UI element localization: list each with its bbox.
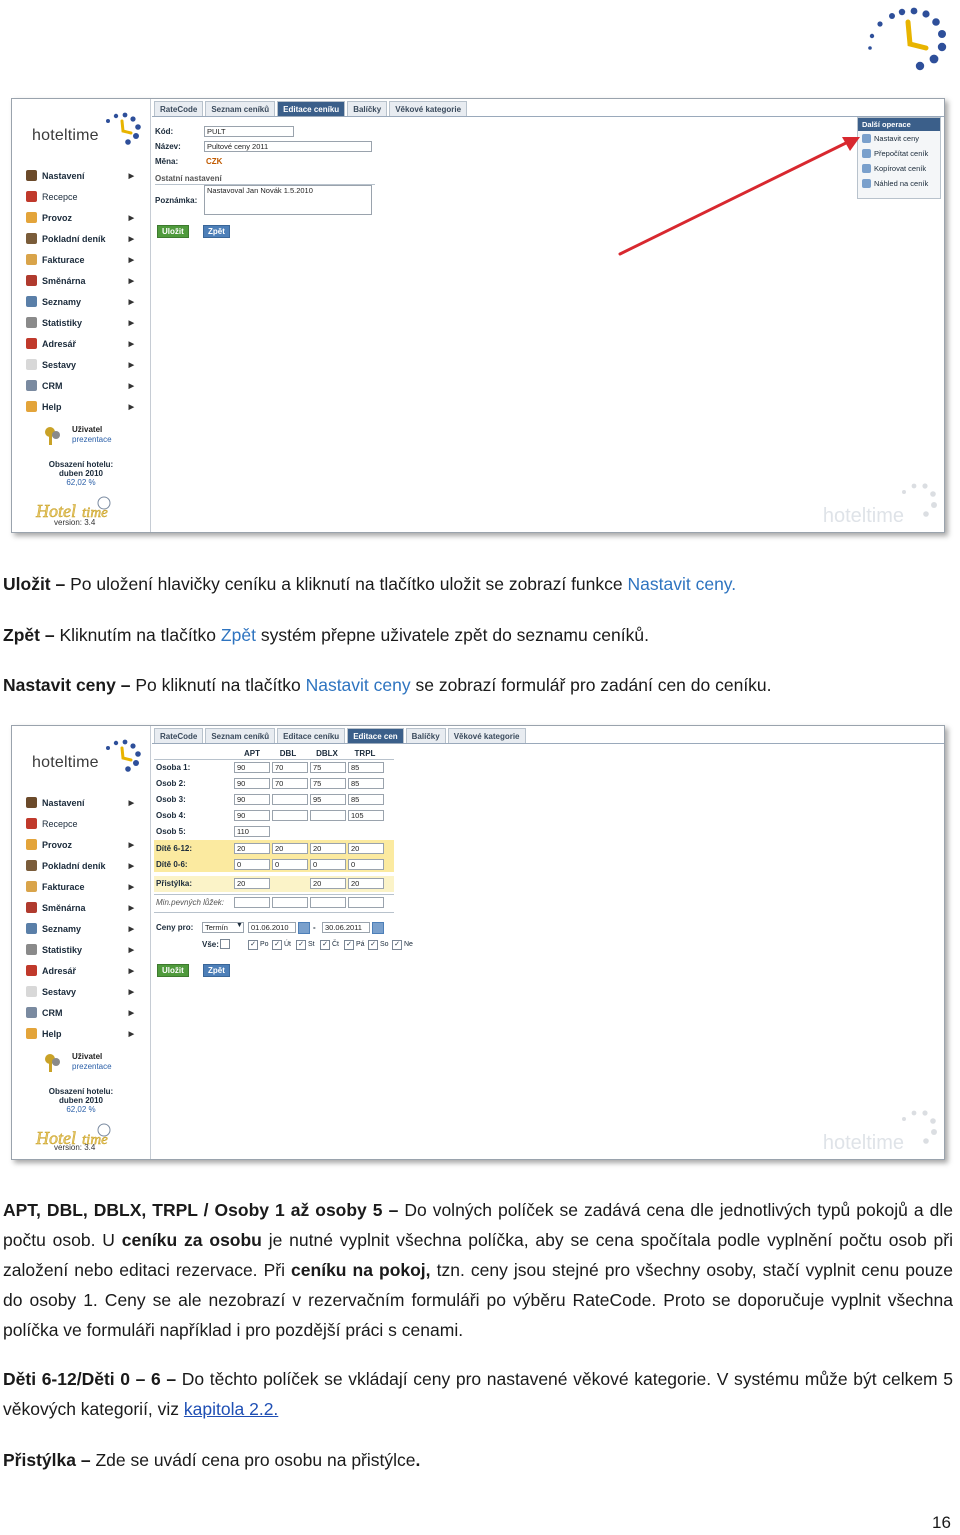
- mena-label: Měna:: [155, 157, 179, 166]
- day-label: Po: [260, 941, 269, 948]
- arrow-right-icon: ▶: [128, 319, 134, 327]
- price-input[interactable]: 0: [348, 859, 384, 870]
- operations-icon: [26, 839, 37, 850]
- menu-item-statistiky[interactable]: Statistiky ▶: [26, 939, 146, 960]
- price-input[interactable]: 70: [272, 778, 308, 789]
- arrow-right-icon: ▶: [128, 214, 134, 222]
- arrow-right-icon: ▶: [128, 799, 134, 807]
- tab-editace-ceniku[interactable]: Editace ceníku: [277, 101, 345, 117]
- row-label-osob-4: Osob 4:: [156, 811, 186, 820]
- arrow-right-icon: ▶: [128, 946, 134, 954]
- panel-title: Další operace: [858, 118, 940, 131]
- day-label: So: [380, 941, 389, 948]
- date-from-input[interactable]: 01.06.2010: [248, 922, 296, 933]
- price-input[interactable]: 0: [234, 859, 270, 870]
- menu-item-sestavy[interactable]: Sestavy ▶: [26, 354, 146, 375]
- menu-item-provoz[interactable]: Provoz ▶: [26, 207, 146, 228]
- day-label: St: [308, 941, 315, 948]
- nazev-input[interactable]: Pultové ceny 2011: [204, 141, 372, 152]
- price-input[interactable]: 85: [348, 778, 384, 789]
- min-beds-input[interactable]: [234, 897, 270, 908]
- watermark-text: hoteltime: [822, 505, 904, 527]
- price-input[interactable]: 20: [234, 878, 270, 889]
- day-checkbox-so[interactable]: ✓: [368, 940, 378, 950]
- operations-icon: [26, 212, 37, 223]
- col-header-apt: APT: [244, 749, 260, 758]
- period-type-select[interactable]: Termín: [202, 922, 244, 933]
- col-header-dblx: DBLX: [316, 749, 338, 758]
- price-input[interactable]: 105: [348, 810, 384, 821]
- zpet-ref: Zpět: [220, 625, 256, 645]
- tab-ratecode[interactable]: RateCode: [154, 728, 203, 744]
- header-divider: [154, 759, 394, 760]
- user-keys-icon: [42, 1052, 64, 1074]
- menu-item-recepce[interactable]: Recepce: [26, 813, 146, 834]
- price-input[interactable]: [272, 810, 308, 821]
- tab-vekove-kategorie[interactable]: Věkové kategorie: [448, 728, 526, 744]
- main-menu: [26, 165, 146, 417]
- arrow-right-icon: ▶: [128, 403, 134, 411]
- price-input[interactable]: 85: [348, 762, 384, 773]
- menu-item-sestavy[interactable]: Sestavy ▶: [26, 981, 146, 1002]
- recalculate-link[interactable]: Přepočítat ceník: [858, 146, 940, 161]
- svg-text:time: time: [82, 1132, 108, 1148]
- paragraph-extra-bed: Přistýlka – Zde se uvádí cena pro osobu na přistýlce.: [3, 1450, 421, 1470]
- poznamka-textarea[interactable]: Nastavoval Jan Novák 1.5.2010: [204, 185, 372, 215]
- nastavit-ceny-ref-2: Nastavit ceny: [305, 675, 411, 695]
- arrow-right-icon: ▶: [128, 382, 134, 390]
- menu-item-seznamy[interactable]: Seznamy ▶: [26, 291, 146, 312]
- watermark-clock-icon: [894, 480, 940, 520]
- svg-text:time: time: [82, 505, 108, 521]
- menu-item-pokladni-denik[interactable]: Pokladní deník ▶: [26, 855, 146, 876]
- all-days-label: Vše:: [202, 940, 219, 949]
- row-label-pristylka: Přistýlka:: [156, 879, 193, 888]
- help-icon: [26, 401, 37, 412]
- addressbook-icon: [26, 965, 37, 976]
- poznamka-label: Poznámka:: [155, 196, 198, 205]
- price-input[interactable]: 0: [272, 859, 308, 870]
- invoice-icon: [26, 254, 37, 265]
- chevron-down-icon: ▼: [236, 922, 243, 929]
- user-box: Uživatel prezentace: [42, 425, 142, 449]
- stats-icon: [26, 317, 37, 328]
- grid-divider-2: [154, 912, 394, 913]
- kod-label: Kód:: [155, 127, 174, 136]
- menu-item-crm[interactable]: CRM ▶: [26, 375, 146, 396]
- sidebar: [12, 99, 151, 532]
- arrow-right-icon: ▶: [128, 841, 134, 849]
- occupancy-info: Obsazení hotelu: duben 2010 62,02 %: [48, 460, 114, 487]
- col-header-dbl: DBL: [279, 749, 297, 758]
- menu-item-help[interactable]: Help ▶: [26, 1023, 146, 1044]
- red-arrow-annotation: [612, 129, 872, 259]
- arrow-right-icon: ▶: [128, 340, 134, 348]
- price-input[interactable]: 20: [310, 843, 346, 854]
- reception-icon: [26, 818, 37, 829]
- col-header-trpl: TRPL: [354, 749, 376, 758]
- back-button[interactable]: Zpět: [203, 225, 230, 238]
- menu-item-fakturace[interactable]: Fakturace ▶: [26, 249, 146, 270]
- tab-divider: [152, 743, 944, 744]
- menu-item-smenarna[interactable]: Směnárna ▶: [26, 270, 146, 291]
- tab-bar: [154, 728, 526, 744]
- row-label-dite-0-6: Dítě 0-6:: [156, 860, 188, 869]
- kod-input[interactable]: PULT: [204, 126, 294, 137]
- day-checkbox-st[interactable]: ✓: [296, 940, 306, 950]
- user-box: Uživatel prezentace: [42, 1052, 142, 1076]
- invoice-icon: [26, 881, 37, 892]
- brand-name: hoteltime: [32, 754, 99, 771]
- day-checkbox-ne[interactable]: ✓: [392, 940, 402, 950]
- price-input[interactable]: 90: [234, 794, 270, 805]
- tab-bar: [154, 101, 467, 117]
- version-label: version: 3.4: [54, 1143, 96, 1152]
- min-beds-label: Min.pevných lůžek:: [156, 898, 225, 907]
- menu-item-smenarna[interactable]: Směnárna ▶: [26, 897, 146, 918]
- help-icon: [26, 1028, 37, 1039]
- paragraph-nastavit-ceny: Nastavit ceny – Po kliknutí na tlačítko Nastavit ceny se zobrazí formulář pro zadání cen do ceníku.: [3, 675, 772, 695]
- version-label: version: 3.4: [54, 518, 96, 527]
- day-label: Pá: [356, 941, 365, 948]
- arrow-right-icon: ▶: [128, 298, 134, 306]
- price-input[interactable]: 70: [272, 762, 308, 773]
- min-beds-input[interactable]: [272, 897, 308, 908]
- hoteltime-clock-logo: [862, 4, 954, 72]
- reports-icon: [26, 359, 37, 370]
- watermark-text: hoteltime: [822, 1132, 904, 1154]
- screenshot-price-editor: [11, 725, 945, 1160]
- copy-pricelist-link[interactable]: Kopírovat ceník: [858, 161, 940, 176]
- preview-pricelist-link[interactable]: Náhled na ceník: [858, 176, 940, 191]
- main-menu: [26, 792, 146, 1044]
- page-number: 16: [932, 1513, 951, 1532]
- price-input[interactable]: 20: [310, 878, 346, 889]
- tab-seznam-ceniku[interactable]: Seznam ceníků: [205, 101, 275, 117]
- lists-icon: [26, 296, 37, 307]
- menu-item-recepce[interactable]: Recepce: [26, 186, 146, 207]
- set-prices-link[interactable]: Nastavit ceny: [858, 131, 940, 146]
- addressbook-icon: [26, 338, 37, 349]
- tab-ratecode[interactable]: RateCode: [154, 101, 203, 117]
- exchange-icon: [26, 275, 37, 286]
- reception-icon: [26, 191, 37, 202]
- arrow-right-icon: ▶: [128, 988, 134, 996]
- arrow-right-icon: ▶: [128, 256, 134, 264]
- section-ostatni-nastaveni: Ostatní nastavení: [155, 174, 222, 183]
- back-button[interactable]: Zpět: [203, 964, 230, 977]
- day-checkbox-ct[interactable]: ✓: [320, 940, 330, 950]
- stats-icon: [26, 944, 37, 955]
- sidebar: [12, 726, 151, 1159]
- price-input[interactable]: [310, 810, 346, 821]
- arrow-right-icon: ▶: [128, 904, 134, 912]
- crm-icon: [26, 1007, 37, 1018]
- day-label: Út: [284, 941, 291, 948]
- paragraph-room-types: APT, DBL, DBLX, TRPL / Osoby 1 až osoby 5 – Do volných políček se zadává cena dle jednotlivých typů pokojů a dle počtu osob. U ceníku za osobu je nutné vyplnit všechna políčka, aby se cena spočítala podle vyplnění počtu osob při založení nebo editaci rezervace. Při ceníku na pokoj, tzn. ceny jsou stejné pro všechny osoby, stačí vyplnit cenu pouze do osoby 1. Ceny se ale nezobrazí v rezervačním formuláři po výběru RateCode. Proto se doporučuje vyplnit všechna políčka ve formuláři například i pro pozdější práci s cenami.: [3, 1200, 953, 1340]
- row-label-osoba-1: Osoba 1:: [156, 763, 191, 772]
- occupancy-info: Obsazení hotelu: duben 2010 62,02 %: [48, 1087, 114, 1114]
- reports-icon: [26, 986, 37, 997]
- price-input[interactable]: 20: [348, 843, 384, 854]
- price-input[interactable]: 90: [234, 810, 270, 821]
- user-keys-icon: [42, 425, 64, 447]
- price-input[interactable]: 20: [272, 843, 308, 854]
- price-input[interactable]: 90: [234, 778, 270, 789]
- svg-text:Hotel: Hotel: [36, 501, 76, 521]
- settings-icon: [26, 170, 37, 181]
- price-input[interactable]: 85: [348, 794, 384, 805]
- day-label: Ne: [404, 941, 413, 948]
- arrow-right-icon: ▶: [128, 361, 134, 369]
- tab-divider: [152, 116, 944, 117]
- row-label-osob-2: Osob 2:: [156, 779, 186, 788]
- price-input[interactable]: 110: [234, 826, 270, 837]
- brand-name: hoteltime: [32, 127, 99, 144]
- nazev-label: Název:: [155, 142, 181, 151]
- paragraph-children: Děti 6-12/Děti 0 – 6 – Do těchto políček se vkládají ceny pro nastavené věkové kategorie. V systému může být celkem 5 věkových kategorií, viz kapitola 2.2.: [3, 1369, 954, 1419]
- menu-item-seznamy[interactable]: Seznamy ▶: [26, 918, 146, 939]
- price-input[interactable]: [272, 794, 308, 805]
- price-input[interactable]: 75: [310, 778, 346, 789]
- calendar-icon[interactable]: [372, 922, 384, 934]
- day-checkbox-ut[interactable]: ✓: [272, 940, 282, 950]
- day-checkbox-pa[interactable]: ✓: [344, 940, 354, 950]
- brand-clock-icon: [98, 111, 144, 145]
- grid-divider: [154, 894, 394, 895]
- menu-item-help[interactable]: Help ▶: [26, 396, 146, 417]
- tab-seznam-ceniku[interactable]: Seznam ceníků: [205, 728, 275, 744]
- tab-vekove-kategorie[interactable]: Věkové kategorie: [389, 101, 467, 117]
- settings-icon: [26, 797, 37, 808]
- price-input[interactable]: 75: [310, 762, 346, 773]
- all-days-checkbox[interactable]: [220, 939, 230, 949]
- menu-item-adresar[interactable]: Adresář ▶: [26, 960, 146, 981]
- price-input[interactable]: 0: [310, 859, 346, 870]
- arrow-right-icon: ▶: [128, 925, 134, 933]
- mena-value[interactable]: CZK: [206, 157, 223, 166]
- menu-item-fakturace[interactable]: Fakturace ▶: [26, 876, 146, 897]
- menu-item-adresar[interactable]: Adresář ▶: [26, 333, 146, 354]
- date-separator: -: [313, 923, 316, 932]
- date-to-input[interactable]: 30.06.2011: [322, 922, 370, 933]
- menu-item-nastaveni[interactable]: Nastavení ▶: [26, 165, 146, 186]
- arrow-right-icon: ▶: [128, 172, 134, 180]
- arrow-right-icon: ▶: [128, 277, 134, 285]
- tab-editace-cen[interactable]: Editace cen: [347, 728, 403, 744]
- row-label-osob-3: Osob 3:: [156, 795, 186, 804]
- chapter-link[interactable]: kapitola 2.2.: [183, 1399, 279, 1419]
- arrow-right-icon: ▶: [128, 235, 134, 243]
- price-input[interactable]: 90: [234, 762, 270, 773]
- price-input[interactable]: 20: [348, 878, 384, 889]
- arrow-right-icon: ▶: [128, 967, 134, 975]
- cashbook-icon: [26, 233, 37, 244]
- menu-item-pokladni-denik[interactable]: Pokladní deník ▶: [26, 228, 146, 249]
- exchange-icon: [26, 902, 37, 913]
- menu-item-statistiky[interactable]: Statistiky ▶: [26, 312, 146, 333]
- arrow-right-icon: ▶: [128, 1009, 134, 1017]
- period-label: Ceny pro:: [156, 923, 194, 932]
- menu-item-nastaveni[interactable]: Nastavení ▶: [26, 792, 146, 813]
- day-checkbox-po[interactable]: ✓: [248, 940, 258, 950]
- price-input[interactable]: 95: [310, 794, 346, 805]
- tab-editace-ceniku[interactable]: Editace ceníku: [277, 728, 345, 744]
- tab-balicky[interactable]: Balíčky: [347, 101, 387, 117]
- cashbook-icon: [26, 860, 37, 871]
- svg-text:Hotel: Hotel: [36, 1128, 76, 1148]
- min-beds-input[interactable]: [348, 897, 384, 908]
- arrow-right-icon: ▶: [128, 883, 134, 891]
- menu-item-crm[interactable]: CRM ▶: [26, 1002, 146, 1023]
- watermark-clock-icon: [894, 1107, 940, 1147]
- brand-clock-icon: [98, 738, 144, 772]
- arrow-right-icon: ▶: [128, 1030, 134, 1038]
- save-button[interactable]: Uložit: [157, 964, 189, 977]
- price-input[interactable]: 20: [234, 843, 270, 854]
- row-label-osob-5: Osob 5:: [156, 827, 186, 836]
- min-beds-input[interactable]: [310, 897, 346, 908]
- arrow-right-icon: ▶: [128, 862, 134, 870]
- tab-balicky[interactable]: Balíčky: [406, 728, 446, 744]
- crm-icon: [26, 380, 37, 391]
- calendar-icon[interactable]: [298, 922, 310, 934]
- paragraph-ulozit: Uložit – Po uložení hlavičky ceníku a kliknutí na tlačítko uložit se zobrazí funkce Nastavit ceny.: [3, 574, 737, 594]
- save-button[interactable]: Uložit: [157, 225, 189, 238]
- nastavit-ceny-ref: Nastavit ceny.: [627, 574, 737, 594]
- screenshot-pricelist-header: [11, 98, 945, 533]
- menu-item-provoz[interactable]: Provoz ▶: [26, 834, 146, 855]
- lists-icon: [26, 923, 37, 934]
- day-label: Čt: [332, 941, 339, 948]
- row-label-dite-6-12: Dítě 6-12:: [156, 844, 193, 853]
- paragraph-zpet: Zpět – Kliknutím na tlačítko Zpět systém přepne uživatele zpět do seznamu ceníků.: [3, 625, 649, 645]
